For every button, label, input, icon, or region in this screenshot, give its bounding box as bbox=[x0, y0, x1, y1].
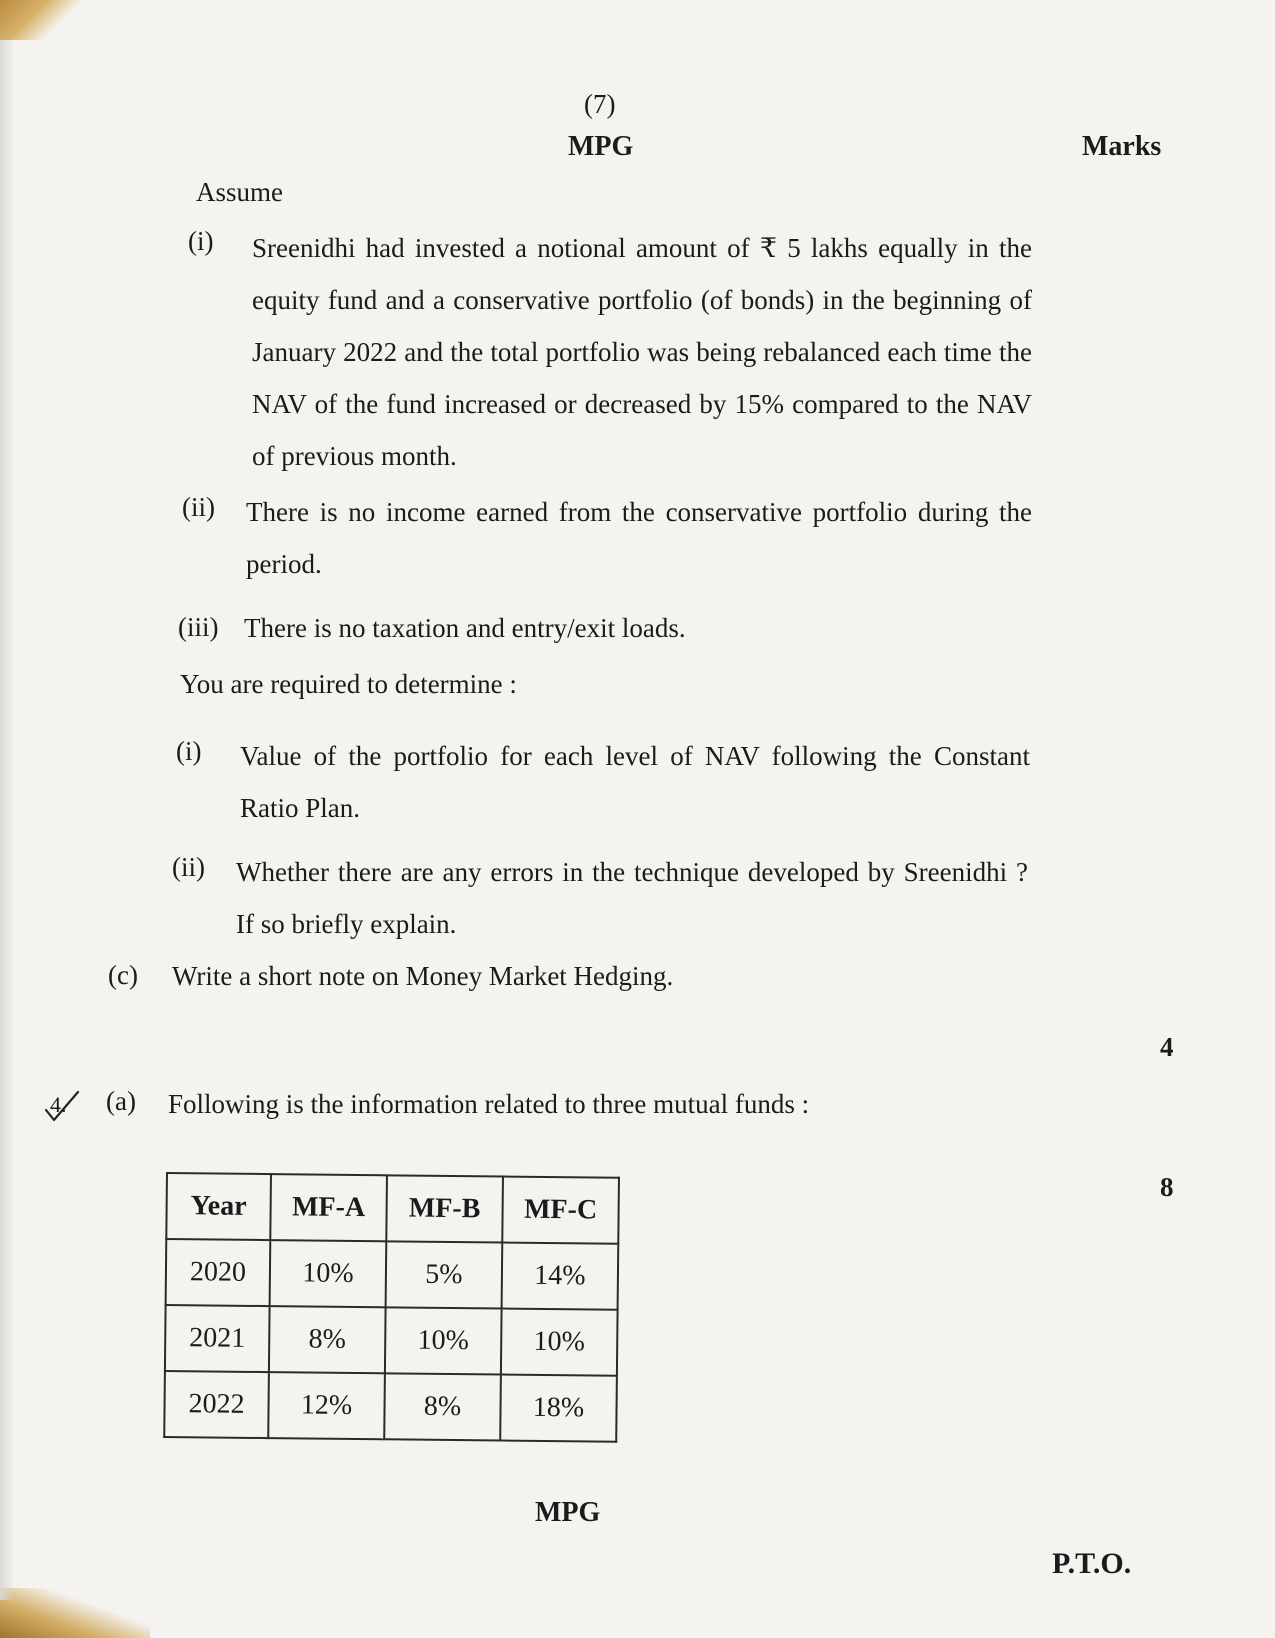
question-4a-marks: 8 bbox=[1160, 1172, 1174, 1202]
mutual-fund-returns-table bbox=[163, 1172, 620, 1443]
table-row bbox=[166, 1239, 619, 1310]
requirement-2-label: (ii) bbox=[172, 852, 205, 882]
table-header-cell: MF-B bbox=[386, 1175, 503, 1242]
table-cell: 12% bbox=[268, 1372, 385, 1439]
assumption-3-label: (iii) bbox=[178, 612, 219, 642]
table-cell: 8% bbox=[269, 1306, 386, 1373]
page-number: (7) bbox=[584, 89, 616, 119]
assumption-3-text: There is no taxation and entry/exit loads. bbox=[244, 613, 686, 643]
question-4a-label: (a) bbox=[106, 1086, 136, 1116]
please-turn-over: P.T.O. bbox=[1052, 1547, 1132, 1580]
assume-label: Assume bbox=[196, 177, 283, 207]
question-c-label: (c) bbox=[108, 960, 138, 990]
question-c-text: Write a short note on Money Market Hedging. bbox=[172, 961, 674, 991]
table-cell: 18% bbox=[500, 1375, 617, 1442]
table-row bbox=[165, 1305, 618, 1376]
assumption-1-text: Sreenidhi had invested a notional amount of ₹ 5 lakhs equally in the equity fund and a conservative portfolio (of bonds) in the beginning of January 2022 and the total portfolio was being rebalanced each time the NAV of the fund increased or decreased by 15% compared to the NAV of previous month. bbox=[252, 233, 1032, 471]
background-wood-bottom bbox=[0, 1588, 150, 1638]
question-c-marks: 4 bbox=[1160, 1032, 1174, 1062]
paper-code-header: MPG bbox=[568, 131, 634, 162]
question-4a-text: Following is the information related to three mutual funds : bbox=[168, 1089, 810, 1119]
required-label: You are required to determine : bbox=[180, 669, 517, 699]
table-header-cell: MF-A bbox=[270, 1174, 387, 1241]
table-cell: 14% bbox=[502, 1243, 619, 1310]
requirement-2-text: Whether there are any errors in the technique developed by Sreenidhi ? If so briefly explain. bbox=[236, 857, 1028, 939]
requirement-1-label: (i) bbox=[176, 736, 202, 766]
assumption-1-label: (i) bbox=[188, 226, 214, 256]
table-cell: 2022 bbox=[164, 1371, 269, 1438]
table-cell: 10% bbox=[385, 1307, 502, 1374]
table-header-cell: MF-C bbox=[502, 1177, 619, 1244]
paper-code-footer: MPG bbox=[535, 1497, 601, 1528]
table-cell: 8% bbox=[384, 1373, 501, 1440]
assumption-2-text: There is no income earned from the conservative portfolio during the period. bbox=[246, 497, 1032, 579]
page-edge-shadow bbox=[0, 40, 14, 1600]
table-cell: 2020 bbox=[166, 1239, 271, 1306]
table-header-row bbox=[166, 1173, 619, 1244]
table-cell: 5% bbox=[386, 1241, 503, 1308]
assumption-2-label: (ii) bbox=[182, 492, 215, 522]
requirement-1-text: Value of the portfolio for each level of NAV following the Constant Ratio Plan. bbox=[240, 741, 1030, 823]
table-cell: 10% bbox=[501, 1309, 618, 1376]
table-row bbox=[164, 1371, 617, 1442]
background-wood-top bbox=[0, 0, 80, 40]
marks-column-heading: Marks bbox=[1082, 131, 1162, 162]
table-header-cell: Year bbox=[166, 1173, 271, 1240]
table-cell: 10% bbox=[270, 1240, 387, 1307]
table-cell: 2021 bbox=[165, 1305, 270, 1372]
question-4-number: 4. bbox=[50, 1092, 67, 1117]
